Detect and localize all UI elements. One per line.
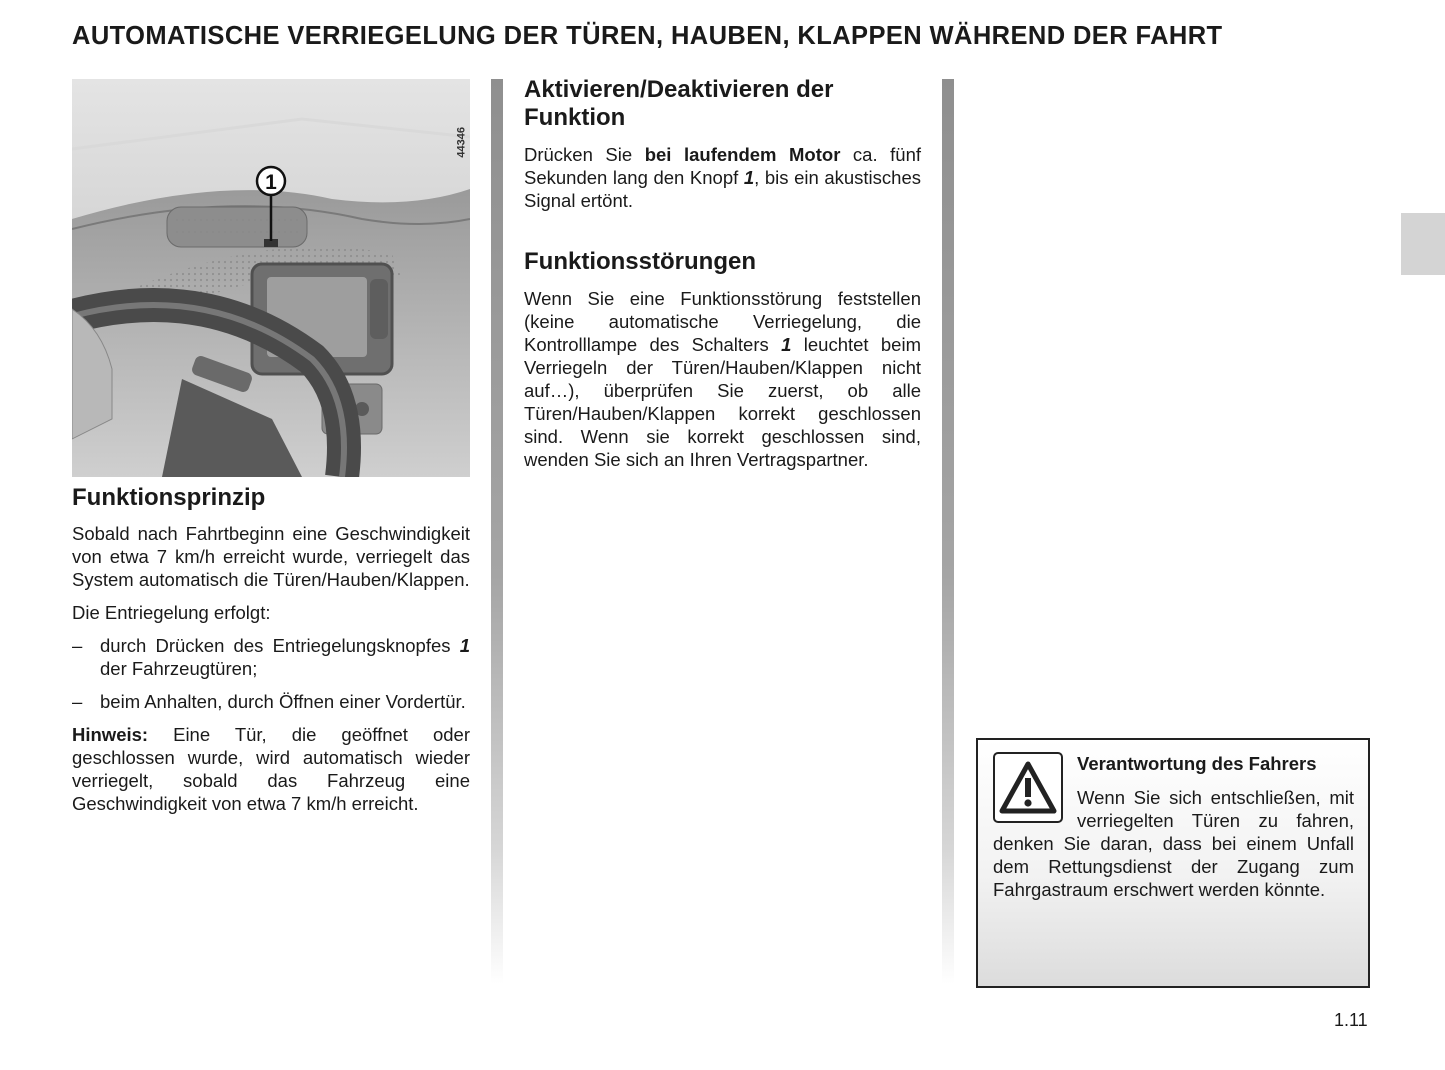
emphasis-text: bei laufendem Motor [644, 144, 841, 165]
bullet-text-part: durch Drücken des Entriegelungsknopfes [100, 635, 460, 656]
list-item [72, 690, 470, 713]
list-item [72, 634, 470, 680]
paragraph-unlock-intro: Die Entriegelung erfolgt: [72, 602, 271, 623]
note-label: Hinweis: [72, 724, 149, 745]
callout-label: 1 [265, 171, 277, 194]
warning-title: Verantwortung des Fahrers [1077, 753, 1317, 774]
middle-column [524, 76, 921, 471]
column-divider [491, 79, 503, 984]
column-divider [942, 79, 954, 984]
dashboard-illustration [72, 79, 470, 477]
text-part: ca. fünf Sekunden lang den Knopf [524, 144, 921, 188]
paragraph-activate [524, 143, 921, 212]
text-part: Wenn Sie eine Funktionsstörung feststellen (keine automatische Verriegelung, die Kontrolllampe des Schalters [524, 288, 921, 355]
bullet-text-part: der Fahrzeugtüren; [100, 658, 258, 679]
bullet-dash: – [72, 691, 83, 712]
reference-number: 1 [459, 635, 470, 656]
bullet-text: beim Anhalten, durch Öffnen einer Vordertür. [100, 691, 466, 712]
note-text: Eine Tür, die geöffnet oder geschlossen wurde, wird automatisch wieder verriegelt, sobald das Fahrzeug eine Geschwindigkeit von etwa 7 km/h erreicht. [72, 724, 470, 814]
chapter-tab [1401, 213, 1445, 275]
note-paragraph [72, 723, 470, 815]
heading-activate: Aktivieren/Deaktivieren der Funktion [524, 76, 834, 131]
bullet-text [100, 634, 470, 680]
bullet-dash: – [72, 635, 83, 656]
text-part: leuchtet beim Verriegeln der Türen/Hauben/Klappen nicht auf…), überprüfen Sie zuerst, ob alle Türen/Hauben/Klappen korrekt geschlossen sind. Wenn sie korrekt geschlossen sind, wenden Sie sich an Ihren Vertragspartner. [524, 334, 921, 470]
reference-number: 1 [743, 167, 755, 188]
warning-box [976, 738, 1370, 988]
reference-number: 1 [781, 334, 792, 355]
heading-funktionsprinzip: Funktionsprinzip [72, 484, 266, 511]
text-part: Drücken Sie [524, 144, 645, 165]
text-part: , bis ein akustisches Signal ertönt. [524, 167, 921, 211]
heading-malfunctions: Funktionsstörungen [524, 248, 756, 275]
page-title: AUTOMATISCHE VERRIEGELUNG DER TÜREN, HAUBEN, KLAPPEN WÄHREND DER FAHRT [72, 22, 1223, 50]
page-number: 1.11 [1334, 1010, 1368, 1030]
paragraph-malfunctions [524, 287, 921, 471]
image-code: 44346 [456, 127, 468, 158]
warning-text: Wenn Sie sich entschließen, mit verriegelten Türen zu fahren, denken Sie daran, dass bei einem Unfall dem Rettungsdienst der Zugang zum Fahrgastraum erschwert werden könnte. [993, 787, 1354, 900]
warning-triangle-icon [993, 752, 1063, 823]
dashboard-drawing [72, 79, 470, 477]
paragraph-principle: Sobald nach Fahrtbeginn eine Geschwindigkeit von etwa 7 km/h erreicht wurde, verriegelt das System automatisch die Türen/Hauben/Klappen. [72, 523, 470, 590]
left-column [72, 79, 470, 825]
